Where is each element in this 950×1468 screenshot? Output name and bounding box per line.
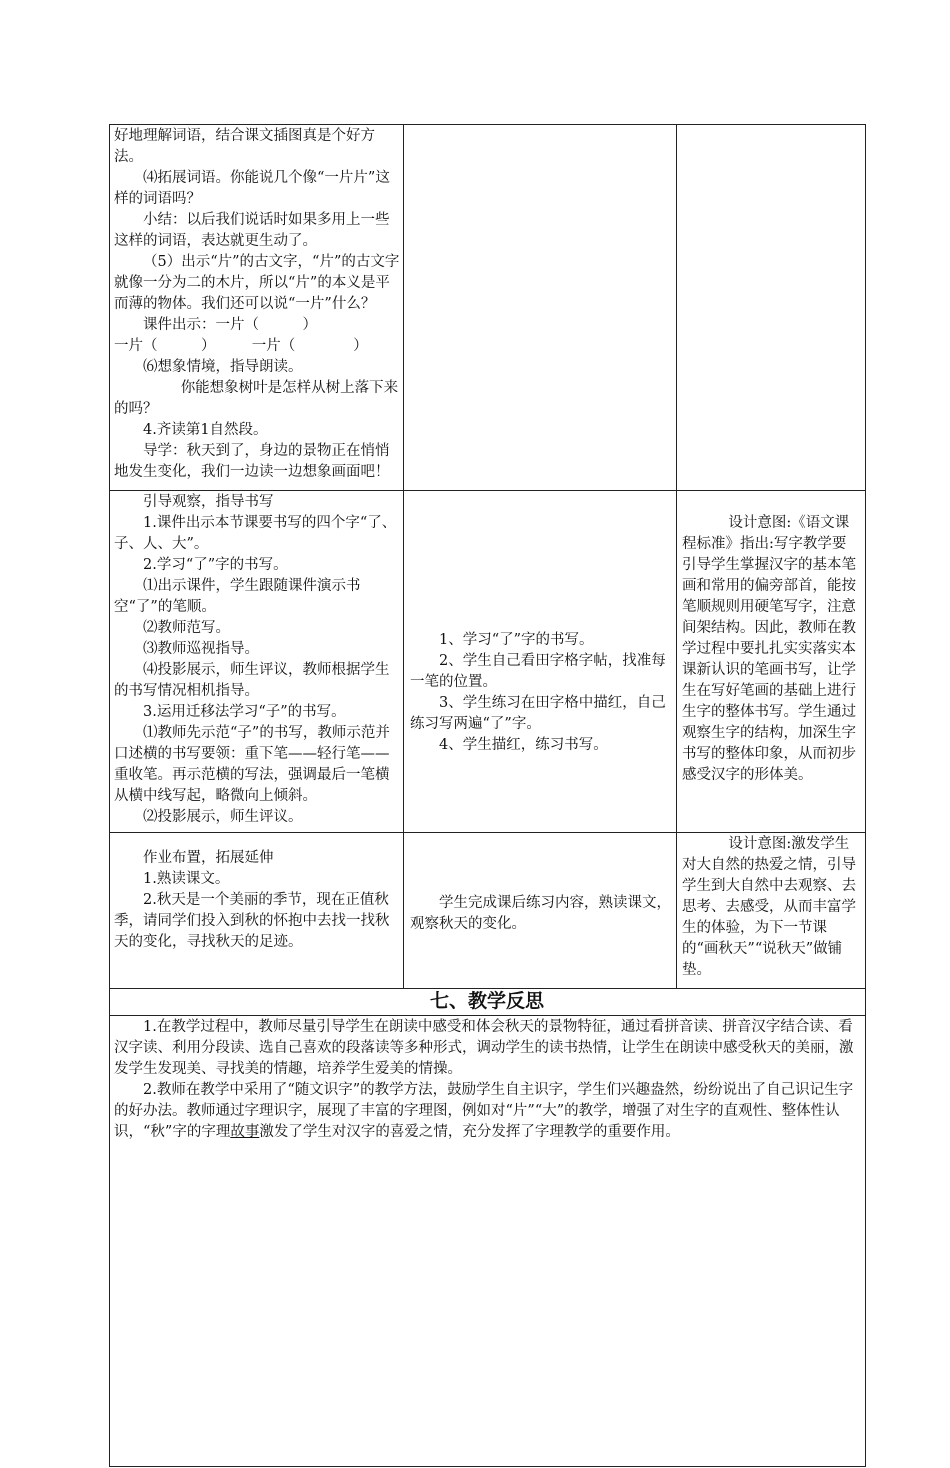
row-divider: [109, 490, 866, 491]
text-line: 1.熟读课文。: [143, 871, 230, 887]
section-title: 七、教学反思: [429, 990, 544, 1012]
reflection-cell: [114, 1017, 859, 1143]
text-line: 2.学习“了”字的书写。: [143, 557, 288, 573]
text-line: 作业布置，拓展延伸: [143, 850, 274, 866]
text-line: 设计意图:激发学生对大自然的热爱之情，引导学生到大自然中去观察、去思考、去感受，从而丰富学生的体验，为下一节课的“画秋天”“说秋天”做铺垫。: [682, 836, 856, 978]
underlined-text: 故事: [230, 1124, 260, 1140]
text-line: 引导观察，指导书写: [143, 494, 274, 510]
row2-process-cell: [114, 492, 400, 828]
text-line: ⑵教师范写。: [143, 620, 230, 636]
text-line: 学生完成课后练习内容，熟读课文，观察秋天的变化。: [410, 895, 671, 932]
table-right-border-true: [865, 124, 866, 1467]
text-line: 小结：以后我们说话时如果多用上一些这样的词语，表达就更生动了。: [114, 212, 390, 249]
row-divider: [109, 1015, 866, 1016]
row2-student-cell: [410, 630, 672, 756]
text-line: 3、学生练习在田字格中描红，自己练习写两遍“了”字。: [410, 695, 666, 732]
text-line: 3.运用迁移法学习“子”的书写。: [143, 704, 346, 720]
table-outer-border: [109, 124, 866, 468]
reflection-paragraph: 1.在教学过程中，教师尽量引导学生在朗读中感受和体会秋天的景物特征，通过看拼音读、拼音汉字结合读、看汉字读、利用分段读、选自己喜欢的段落读等多种形式，调动学生的读书热情，让学生在朗读中感受秋天的美丽，激发学生发现美、寻找美的情趣，培养学生爱美的情操。: [114, 1019, 854, 1077]
text-line: （5）出示“片”的古文字，“片”的古文字就像一分为二的木片，所以“片”的本义是平而薄的物体。我们还可以说“一片”什么？: [114, 254, 400, 312]
text-line: 好地理解词语，结合课文插图真是个好方法。: [114, 128, 375, 165]
table-left-border-true: [109, 124, 110, 1467]
text-line: ⑹想象情境，指导朗读。: [143, 359, 303, 375]
text-line: 你能想象树叶是怎样从树上落下来的吗？: [114, 380, 399, 417]
text-line: ⑴教师先示范“子”的书写，教师示范并口述横的书写要领：重下笔——轻行笔——重收笔。再示范横的写法，强调最后一笔横从横中线写起，略微向上倾斜。: [114, 725, 390, 804]
table-bottom-border: [109, 1466, 866, 1467]
text-line: 1、学习“了”字的书写。: [439, 632, 594, 648]
text-span: 激发了学生对汉字的喜爱之情，充分发挥了字理教学的重要作用。: [259, 1124, 680, 1140]
text-line: 2、学生自己看田字格字帖，找准每一笔的位置。: [410, 653, 666, 690]
row2-design-intent-cell: [682, 513, 860, 786]
row3-process-cell: [114, 848, 400, 953]
text-line: 导学：秋天到了，身边的景物正在悄悄地发生变化，我们一边读一边想象画面吧！: [114, 443, 390, 480]
text-line: 2.秋天是一个美丽的季节，现在正值秋季，请同学们投入到秋的怀抱中去找一找秋天的变化，寻找秋天的足迹。: [114, 892, 390, 950]
reflection-paragraph: [114, 1080, 859, 1143]
text-line: ⑷拓展词语。你能说几个像“一片片”这样的词语吗？: [114, 170, 390, 207]
text-line: ⑷投影展示，师生评议，教师根据学生的书写情况相机指导。: [114, 662, 390, 699]
row3-design-intent-cell: [682, 834, 860, 981]
text-line: ⑴出示课件，学生跟随课件演示书空“了”的笔顺。: [114, 578, 361, 615]
text-line: 4.齐读第1自然段。: [143, 422, 268, 438]
row3-student-cell: [410, 893, 672, 935]
text-line: ⑶教师巡视指导。: [143, 641, 259, 657]
text-line: 4、学生描红，练习书写。: [439, 737, 608, 753]
text-line: 1.课件出示本节课要书写的四个字“了、子、人、大”。: [114, 515, 397, 552]
text-span: 2.教师在教学中采用了“随文识字”的教学方法，鼓励学生自主识字，学生们兴趣盎然，纷纷说出了自己识记生字的好办法。教师通过字理识字，展现了丰富的字理图，例如对“片”“大”的教学，增强了对生字的直观性、整体性认识，“秋”字的字理: [114, 1082, 854, 1140]
text-line: 一片（ ） 一片（ ）: [114, 338, 368, 354]
text-line: 课件出示：一片（ ）: [143, 317, 317, 333]
row-divider: [109, 832, 866, 833]
text-line: 设计意图:《语文课程标准》指出:写字教学要引导学生掌握汉字的基本笔画和常用的偏旁部首，能按笔顺规则用硬笔写字，注意间架结构。因此，教师在教学过程中要扎扎实实落实本课新认识的笔画书写，让学生在写好笔画的基础上进行生字的整体书写。学生通过观察生字的结构，加深生字书写的整体印象，从而初步感受汉字的形体美。: [682, 515, 856, 783]
text-line: ⑵投影展示，师生评议。: [143, 809, 303, 825]
